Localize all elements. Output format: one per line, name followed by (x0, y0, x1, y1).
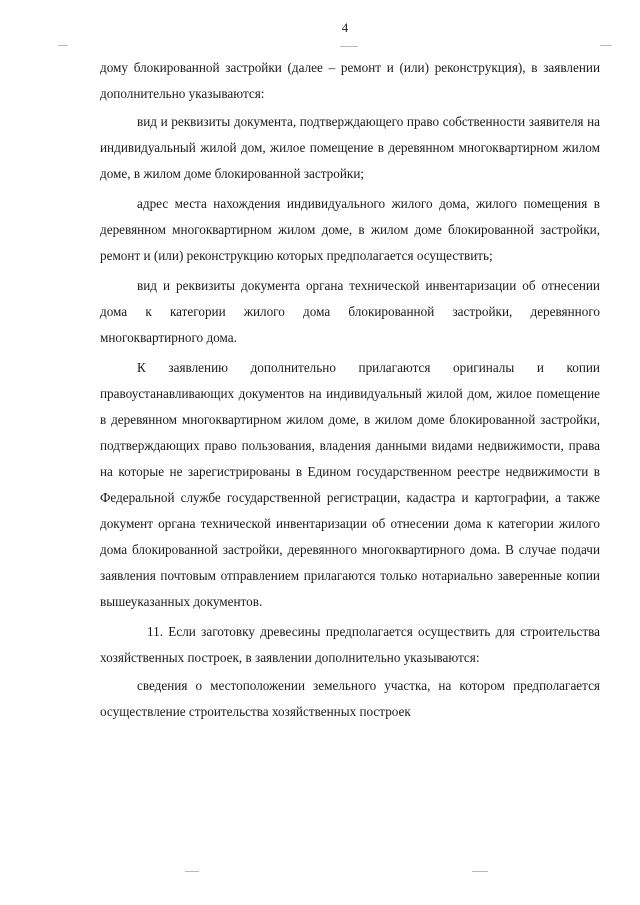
scan-mark (600, 45, 612, 46)
scan-mark (58, 45, 68, 46)
page-number: 4 (341, 20, 349, 35)
paragraph: дому блокированной застройки (далее – ремонт и (или) реконструкция), в заявлении дополнительно указываются: (100, 60, 600, 101)
scan-mark (185, 871, 199, 872)
paragraph: вид и реквизиты документа органа технической инвентаризации об отнесении дома к категории жилого дома блокированной застройки, деревянного многоквартирного дома. (100, 278, 600, 345)
paragraph: 11. Если заготовку древесины предполагается осуществить для строительства хозяйственных построек, в заявлении дополнительно указываются: (100, 624, 600, 665)
paragraph: адрес места нахождения индивидуального жилого дома, жилого помещения в деревянном многоквартирном жилом доме, в жилом доме блокированной застройки, ремонт и (или) реконструкцию которых предполагается осуществить; (100, 196, 600, 263)
scan-mark (340, 46, 358, 47)
paragraph: сведения о местоположении земельного участка, на котором предполагается осуществление строительства хозяйственных построек (100, 678, 600, 719)
paragraph: К заявлению дополнительно прилагаются оригиналы и копии правоустанавливающих документов на индивидуальный жилой дом, жилое помещение в деревянном многоквартирном жилом доме, в жилом доме блокированной застройки, подтверждающих право пользования, владения данными видами недвижимости, права на которые не зарегистрированы в Едином государственном реестре недвижимости в Федеральной службе государственной регистрации, кадастра и картографии, а также документ органа технической инвентаризации об отнесении дома к категории жилого дома блокированной застройки, деревянного многоквартирного дома. В случае подачи заявления почтовым отправлением прилагаются только нотариально заверенные копии вышеуказанных документов. (100, 360, 600, 609)
scan-mark (472, 871, 488, 872)
document-body (100, 55, 600, 725)
paragraph: вид и реквизиты документа, подтверждающего право собственности заявителя на индивидуальный жилой дом, жилое помещение в деревянном многоквартирном жилом доме, в жилом доме блокированной застройки; (100, 114, 600, 181)
